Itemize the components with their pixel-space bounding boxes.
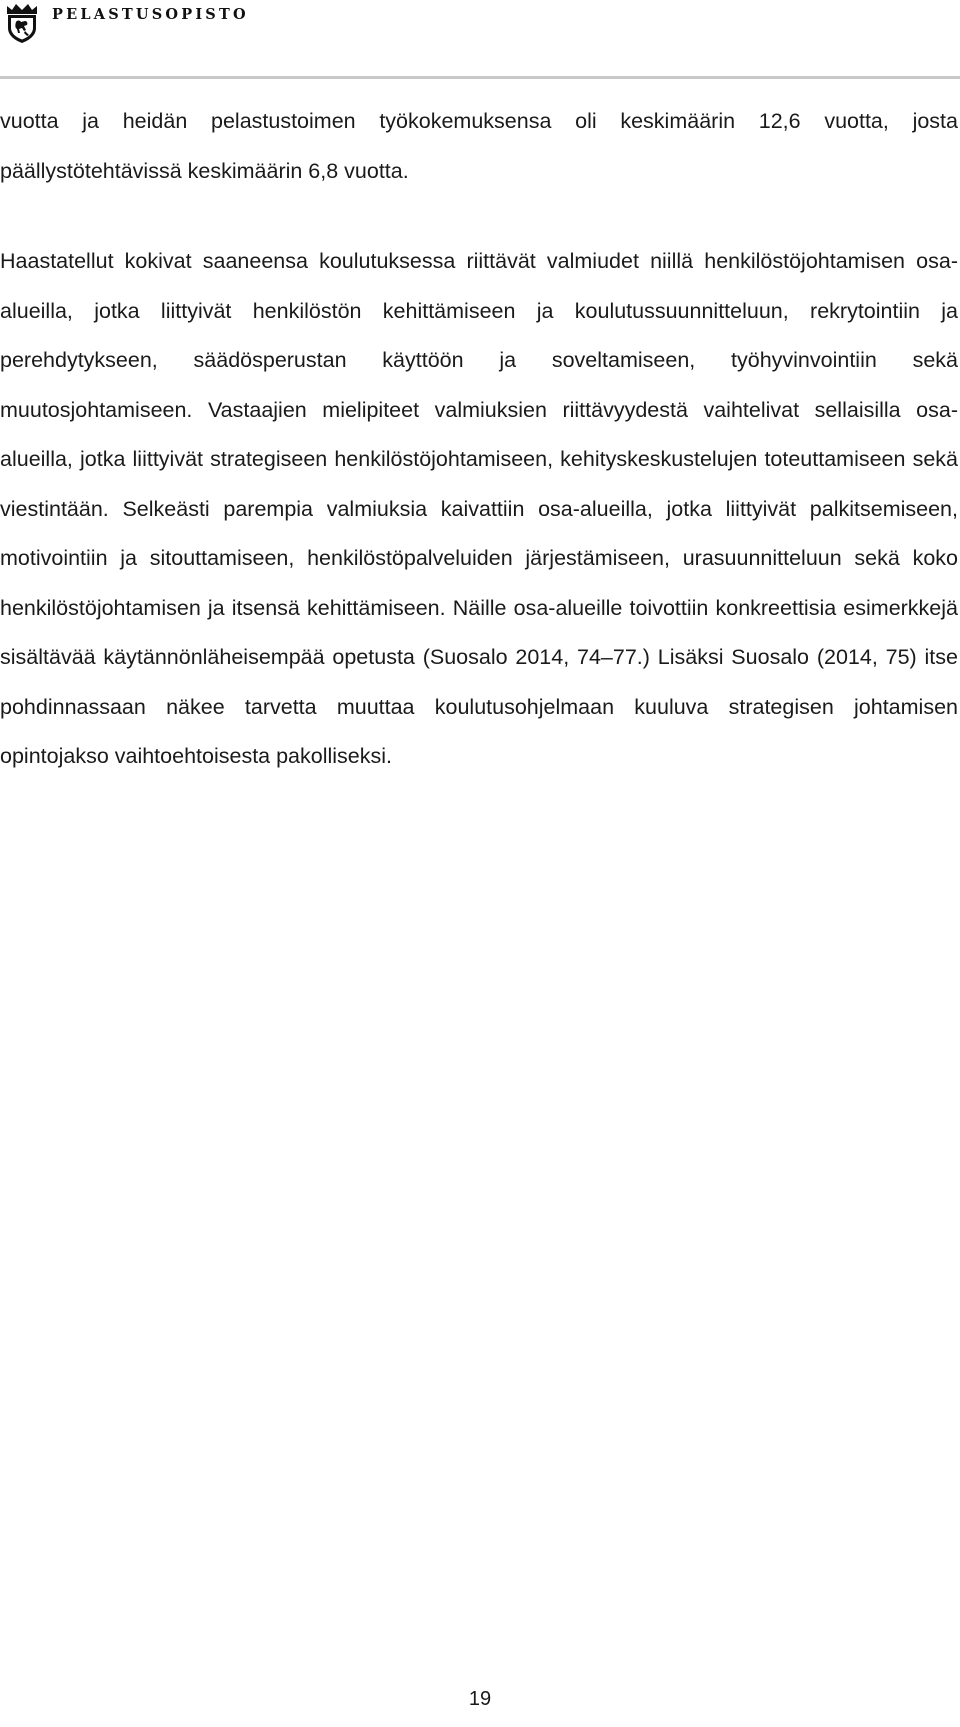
crowned-shield-lion-emblem-icon [5, 2, 39, 44]
header-divider [0, 76, 960, 79]
paragraph-1: vuotta ja heidän pelastustoimen työkokemuksensa oli keskimäärin 12,6 vuotta, josta päällystötehtävissä keskimäärin 6,8 vuotta. [0, 109, 958, 183]
brand-name: PELASTUSOPISTO [52, 6, 249, 23]
page-header [0, 0, 960, 80]
page-number: 19 [468, 1688, 492, 1710]
document-body [0, 97, 958, 782]
paragraph-2: Haastatellut kokivat saaneensa koulutuksessa riittävät valmiudet niillä henkilöstöjohtamisen osa-alueilla, jotka liittyivät henkilöstön kehittämiseen ja koulutussuunnitteluun, rekrytointiin ja perehdytykseen, säädösperustan käyttöön ja soveltamiseen, työhyvinvointiin sekä muutosjohtamiseen. Vastaajien mielipiteet valmiuksien riittävyydestä vaihtelivat sellaisilla osa- alueilla, jotka liittyivät strategiseen henkilöstöjohtamiseen, kehityskeskustelujen toteuttamiseen sekä viestintään. Selkeästi parempia valmiuksia kaivattiin osa-alueilla, jotka liittyivät palkitsemiseen, motivointiin ja sitouttamiseen, henkilöstöpalveluiden järjestämiseen, urasuunnitteluun sekä koko henkilöstöjohtamisen ja itsensä kehittämiseen. Näille osa-alueille toivottiin konkreettisia esimerkkejä sisältävää käytännönläheisempää opetusta (Suosalo 2014, 74–77.) Lisäksi Suosalo (2014, 75) itse pohdinnassaan näkee tarvetta muuttaa koulutusohjelmaan kuuluva strategisen johtamisen opintojakso vaihtoehtoisesta pakolliseksi. [0, 249, 958, 768]
